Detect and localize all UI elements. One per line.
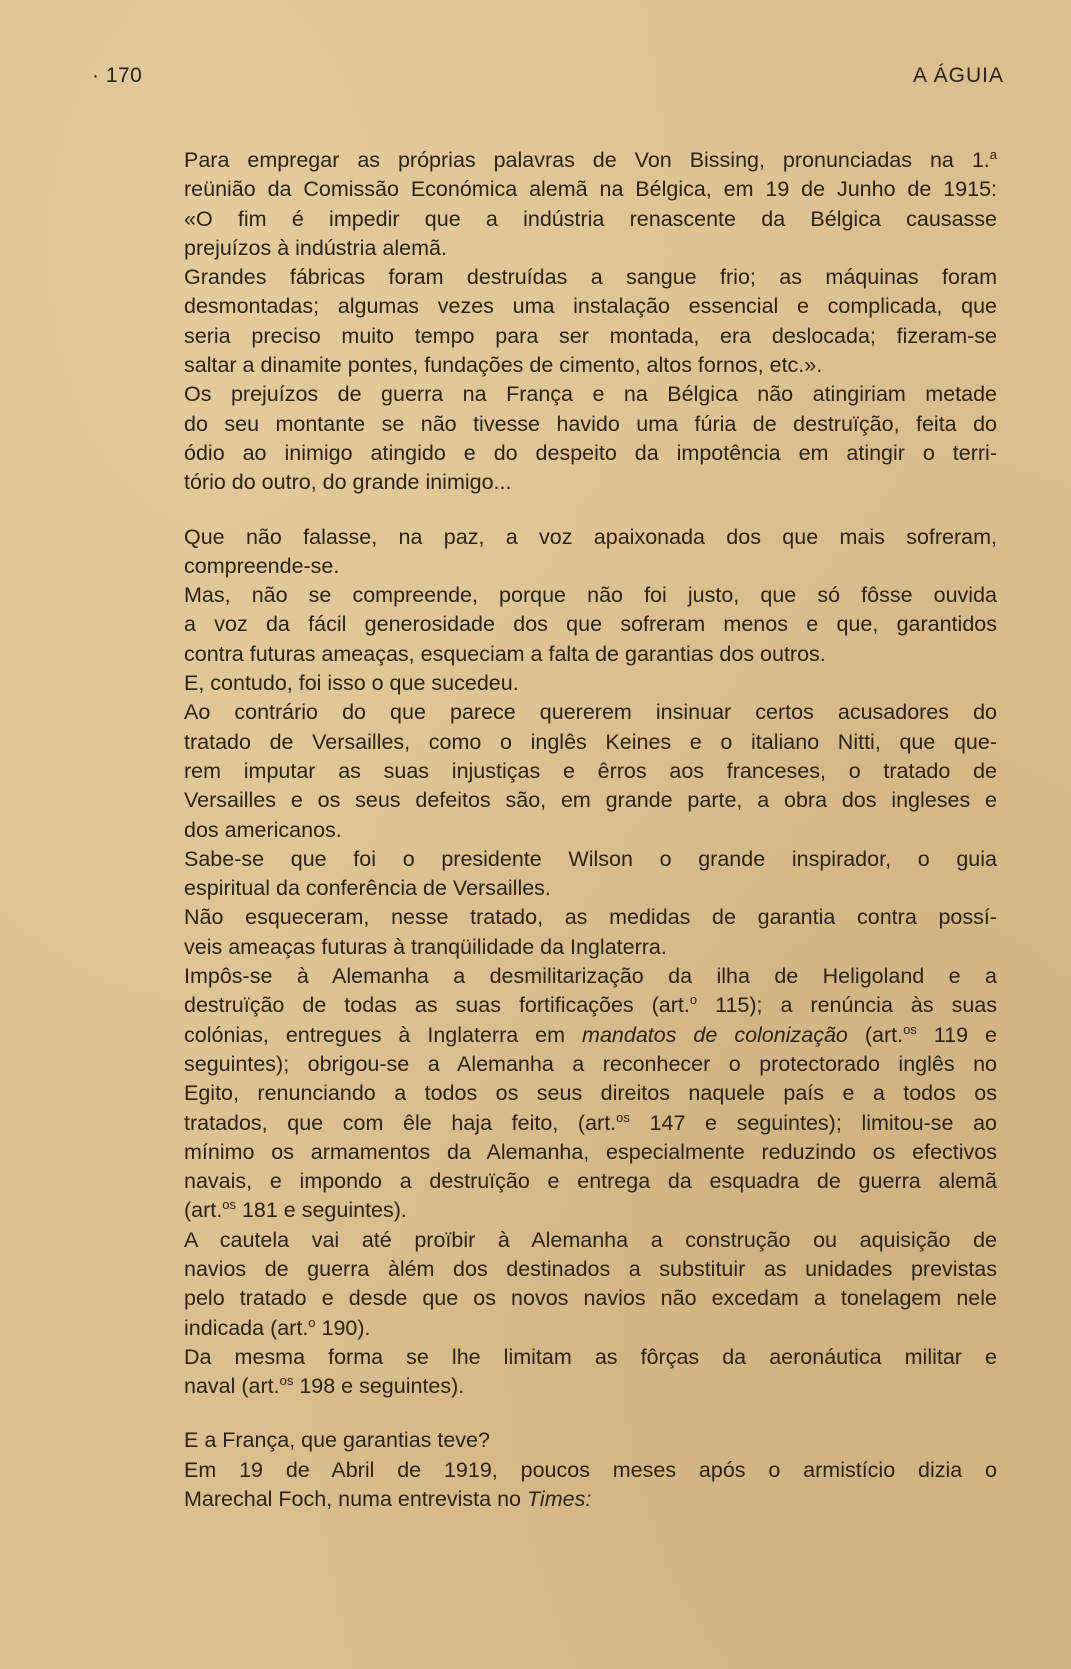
text-run: 181 e seguintes). xyxy=(235,1198,407,1223)
paragraph xyxy=(112,1343,997,1402)
text-run: tratados, que com êle haja feito, (art. xyxy=(184,1110,617,1135)
text-run: Grandes fábricas foram destruídas a sangue frio; as máquinas foram xyxy=(184,265,997,290)
paragraph xyxy=(112,1226,997,1343)
superscript: os xyxy=(279,1373,294,1389)
text-run: seguintes); obrigou-se a Alemanha a reconhecer o protectorado inglês no xyxy=(184,1051,997,1076)
page-header xyxy=(92,64,1004,94)
superscript: o xyxy=(689,992,698,1008)
text-line xyxy=(112,1196,997,1225)
text-run: seria preciso muito tempo para ser montada, era deslocada; fizeram-se xyxy=(184,323,997,348)
text-run: prejuízos à indústria alemã. xyxy=(184,235,447,260)
text-run: Sabe-se que foi o presidente Wilson o grande inspirador, o guia xyxy=(184,846,997,871)
text-run: (art. xyxy=(184,1198,223,1223)
text-run: rem imputar as suas injustiças e êrros aos franceses, o tratado de xyxy=(184,758,997,783)
text-run: dos americanos. xyxy=(184,817,342,842)
text-run: saltar a dinamite pontes, fundações de cimento, altos fornos, etc.». xyxy=(184,353,823,378)
text-line xyxy=(112,1284,997,1313)
text-run: E a França, que garantias teve? xyxy=(184,1428,490,1453)
text-run: 198 e seguintes). xyxy=(293,1374,465,1399)
text-run: (art. xyxy=(847,1022,904,1047)
superscript: a xyxy=(989,147,997,162)
text-line xyxy=(112,1456,997,1485)
text-line xyxy=(112,1314,997,1343)
italic-text: mandatos de colonização xyxy=(582,1022,848,1047)
text-run: reünião da Comissão Económica alemã na Bélgica, em 19 de Junho de 1915: xyxy=(184,177,997,202)
paragraph xyxy=(112,698,997,844)
text-run: a voz da fácil generosidade dos que sofreram menos e que, garantidos xyxy=(184,612,997,637)
text-line xyxy=(112,1079,997,1108)
text-run: desmontadas; algumas vezes uma instalação essencial e complicada, que xyxy=(184,294,997,319)
text-line xyxy=(112,292,997,321)
text-line xyxy=(112,816,997,845)
text-line xyxy=(112,1109,997,1138)
text-run: Da mesma forma se lhe limitam as fôrças da aeronáutica militar e xyxy=(184,1344,997,1369)
text-line xyxy=(112,581,997,610)
text-line xyxy=(112,1138,997,1167)
paragraph xyxy=(112,845,997,904)
text-line xyxy=(112,874,997,903)
text-run: Ao contrário do que parece quererem insinuar certos acusadores do xyxy=(184,700,997,725)
text-line xyxy=(112,322,997,351)
text-run: pelo tratado e desde que os novos navios não excedam a tonelagem nele xyxy=(184,1286,997,1311)
text-line xyxy=(112,1255,997,1284)
text-line xyxy=(112,1426,997,1455)
text-line xyxy=(112,552,997,581)
superscript: os xyxy=(616,1109,630,1125)
paragraph xyxy=(112,962,997,1226)
text-line xyxy=(112,1485,997,1514)
paragraph xyxy=(112,903,997,962)
page-number: · 170 xyxy=(92,64,143,87)
paragraph xyxy=(112,1426,997,1455)
text-line xyxy=(112,410,997,439)
text-run: Impôs-se à Alemanha a desmilitarização da ilha de Heligoland e a xyxy=(184,964,997,989)
text-line xyxy=(112,845,997,874)
text-run: Para empregar as próprias palavras de Von Bissing, pronunciadas na 1. xyxy=(184,148,990,172)
text-run: destruïção de todas as suas fortificações (art. xyxy=(184,993,690,1018)
text-line xyxy=(112,1226,997,1255)
paragraph xyxy=(112,263,997,380)
text-line xyxy=(112,205,997,234)
text-run: E, contudo, foi isso o que sucedeu. xyxy=(184,671,519,696)
paragraph xyxy=(112,581,997,669)
text-line xyxy=(112,468,997,497)
paragraph xyxy=(112,205,997,264)
text-line xyxy=(112,1343,997,1372)
body-text xyxy=(112,146,997,1514)
text-line xyxy=(112,903,997,932)
text-run: mínimo os armamentos da Alemanha, especialmente reduzindo os efectivos xyxy=(184,1139,997,1164)
text-run: Versailles e os seus defeitos são, em grande parte, a obra dos ingleses e xyxy=(184,788,997,813)
text-run: Mas, não se compreende, porque não foi justo, que só fôsse ouvida xyxy=(184,583,997,608)
text-run: Marechal Foch, numa entrevista no xyxy=(184,1487,527,1512)
text-run: Os prejuízos de guerra na França e na Bélgica não atingiriam metade xyxy=(184,382,997,407)
text-run: navios de guerra àlém dos destinados a substituir as unidades previstas xyxy=(184,1256,997,1281)
text-line xyxy=(112,757,997,786)
paragraph xyxy=(112,523,997,582)
paragraph xyxy=(112,380,997,497)
text-line xyxy=(112,1050,997,1079)
text-run: colónias, entregues à Inglaterra em xyxy=(184,1022,583,1047)
text-run: tório do outro, do grande inimigo... xyxy=(184,470,512,495)
text-run: indicada (art. xyxy=(184,1315,309,1340)
text-run: do seu montante se não tivesse havido uma fúria de destruïção, feita do xyxy=(184,411,997,436)
text-run: ódio ao inimigo atingido e do despeito da impotência em atingir o terri- xyxy=(184,440,997,465)
text-line xyxy=(112,380,997,409)
running-head: A ÁGUIA xyxy=(912,64,1004,87)
text-line xyxy=(112,962,997,991)
text-line xyxy=(112,234,997,263)
text-run: compreende-se. xyxy=(184,553,340,578)
paragraph xyxy=(112,669,997,698)
text-line xyxy=(112,786,997,815)
text-run: Não esqueceram, nesse tratado, as medidas de garantia contra possí- xyxy=(184,905,997,930)
text-run: naval (art. xyxy=(184,1374,280,1399)
superscript: os xyxy=(903,1021,917,1037)
text-line xyxy=(112,991,997,1020)
text-line xyxy=(112,146,997,175)
paragraph xyxy=(112,146,997,205)
text-run: veis ameaças futuras à tranqüilidade da Inglaterra. xyxy=(184,934,667,959)
superscript: os xyxy=(222,1197,236,1213)
paragraph xyxy=(112,1456,997,1515)
superscript: o xyxy=(308,1314,316,1330)
text-run: tratado de Versailles, como o inglês Keines e o italiano Nitti, que que- xyxy=(184,729,997,754)
text-run: «O fim é impedir que a indústria renascente da Bélgica causasse xyxy=(184,206,997,231)
text-line xyxy=(112,439,997,468)
text-line xyxy=(112,698,997,727)
text-run: navais, e impondo a destruïção e entrega da esquadra de guerra alemã xyxy=(184,1169,997,1194)
text-line xyxy=(112,1167,997,1196)
text-run: 115); a renúncia às suas xyxy=(697,993,997,1018)
text-run: Que não falasse, na paz, a voz apaixonada dos que mais sofreram, xyxy=(184,524,997,549)
text-run: Egito, renunciando a todos os seus direitos naquele país e a todos os xyxy=(184,1081,997,1106)
text-run: Em 19 de Abril de 1919, poucos meses após o armistício dizia o xyxy=(184,1457,997,1482)
text-line xyxy=(112,610,997,639)
text-line xyxy=(112,1372,997,1401)
text-run: 119 e xyxy=(916,1022,997,1047)
text-line xyxy=(112,175,997,204)
text-run: 190). xyxy=(315,1315,371,1340)
text-line xyxy=(112,1021,997,1050)
text-line xyxy=(112,263,997,292)
text-run: 147 e seguintes); limitou-se ao xyxy=(629,1110,997,1135)
text-line xyxy=(112,933,997,962)
text-run: espiritual da conferência de Versailles. xyxy=(184,876,551,901)
text-line xyxy=(112,640,997,669)
text-line xyxy=(112,351,997,380)
text-line xyxy=(112,728,997,757)
italic-text: Times: xyxy=(526,1487,592,1512)
text-run: contra futuras ameaças, esqueciam a falta de garantias dos outros. xyxy=(184,641,826,666)
text-line xyxy=(112,523,997,552)
text-line xyxy=(112,669,997,698)
text-run: A cautela vai até proïbir à Alemanha a construção ou aquisição de xyxy=(184,1227,997,1252)
